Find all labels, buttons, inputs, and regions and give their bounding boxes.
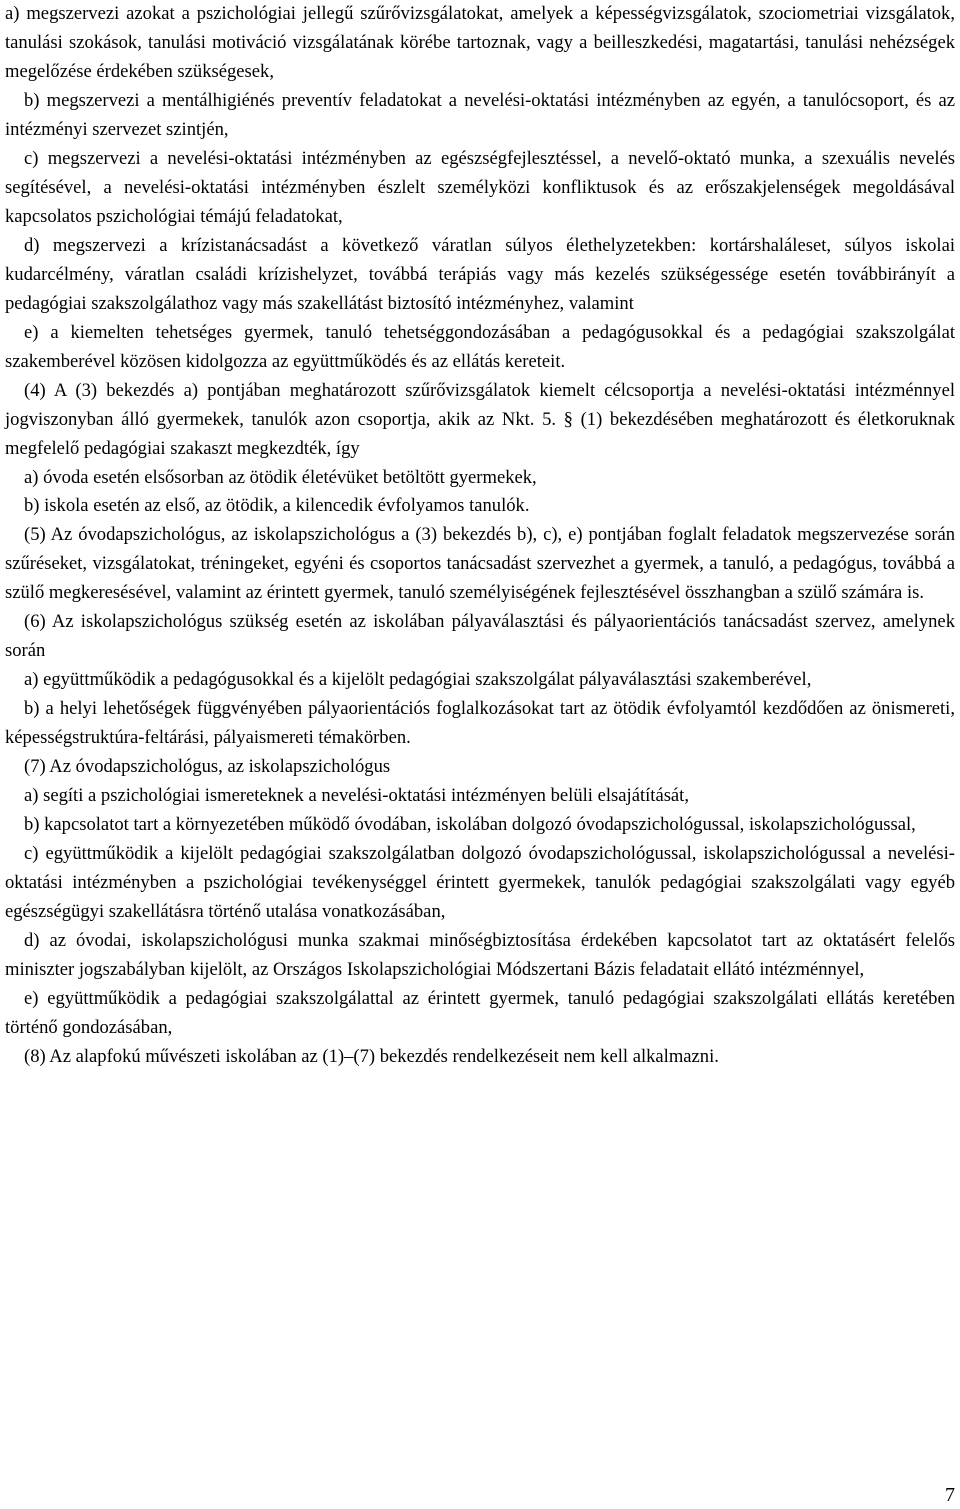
paragraph-7b: b) kapcsolatot tart a környezetében működő óvodában, iskolában dolgozó óvodapszichológussal, iskolapszichológussal, xyxy=(24,814,916,836)
paragraph-7c: c) együttműködik a kijelölt pedagógiai szakszolgálatban dolgozó óvodapszichológussal, iskolapszichológussal a nevelési-oktatási intézményben a pszichológiai tevékenységgel érintett gyermekek, tanulók pedagógiai szakszolgálati vagy egyéb egészségügyi szakellátásra történő utalása vonatkozásában, xyxy=(5,843,955,923)
paragraph-6: (6) Az iskolapszichológus szükség esetén az iskolában pályaválasztási és pályaorientációs tanácsadást szervez, amelynek során xyxy=(5,611,955,662)
paragraph-3c: c) megszervezi a nevelési-oktatási intézményben az egészségfejlesztéssel, a nevelő-oktató munka, a szexuális nevelés segítésével, a nevelési-oktatási intézményben észlelt személyközi konfliktusok és az erőszakjelenségek megoldásával kapcsolatos pszichológiai témájú feladatokat, xyxy=(5,147,955,227)
paragraph-7e: e) együttműködik a pedagógiai szakszolgálattal az érintett gyermek, tanuló pedagógiai szakszolgálati ellátás keretében történő gondozásában, xyxy=(5,987,955,1038)
paragraph-8: (8) Az alapfokú művészeti iskolában az (1)–(7) bekezdés rendelkezéseit nem kell alkalmazni. xyxy=(24,1045,719,1067)
paragraph-7: (7) Az óvodapszichológus, az iskolapszichológus xyxy=(24,756,391,778)
paragraph-4: (4) A (3) bekezdés a) pontjában meghatározott szűrővizsgálatok kiemelt célcsoportja a nevelési-oktatási intézménnyel jogviszonyban álló gyermekek, tanulók azon csoportja, akik az Nkt. 5. § (1) bekezdésében meghatározott és életkoruknak megfelelő pedagógiai szakaszt megkezdték, így xyxy=(5,379,955,459)
paragraph-3b: b) megszervezi a mentálhigiénés preventív feladatokat a nevelési-oktatási intézményben az egyén, a tanulócsoport, és az intézményi szervezet szintjén, xyxy=(5,89,955,140)
paragraph-7d: d) az óvodai, iskolapszichológusi munka szakmai minőségbiztosítása érdekében kapcsolatot tart az oktatásért felelős miniszter jogszabályban kijelölt, az Országos Iskolapszichológiai Módszertani Bázis feladatait ellátó intézménnyel, xyxy=(5,930,955,980)
paragraph-6a: a) együttműködik a pedagógusokkal és a kijelölt pedagógiai szakszolgálat pályaválasztási szakemberével, xyxy=(24,669,812,691)
document-page xyxy=(5,0,955,1072)
paragraph-5: (5) Az óvodapszichológus, az iskolapszichológus a (3) bekezdés b), c), e) pontjában foglalt feladatok megszervezése során szűréseket, vizsgálatokat, tréningeket, egyéni és csoportos tanácsadást szervezhet a gyermek, a tanuló, a pedagógus, továbbá a szülő megkeresésével, valamint az érintett gyermek, tanuló személyiségének fejlesztésével összhangban a szülő számára is. xyxy=(5,524,955,604)
paragraph-4b: b) iskola esetén az első, az ötödik, a kilencedik évfolyamos tanulók. xyxy=(24,495,530,517)
paragraph-3a: a) megszervezi azokat a pszichológiai jellegű szűrővizsgálatokat, amelyek a képességvizsgálatok, szociometriai vizsgálatok, tanulási szokások, tanulási motiváció vizsgálatának körébe tartoznak, vagy a beilleszkedési, magatartási, tanulási nehézségek megelőzése érdekében szükségesek, xyxy=(5,3,955,82)
page-number: 7 xyxy=(945,1484,955,1506)
paragraph-3d: d) megszervezi a krízistanácsadást a következő váratlan súlyos élethelyzetekben: kortárshaláleset, súlyos iskolai kudarcélmény, váratlan családi krízishelyzet, továbbá terápiás vagy más kezelés szükségessége esetén továbbirányít a pedagógiai szakszolgálathoz vagy más szakellátást biztosító intézményhez, valamint xyxy=(5,234,955,314)
paragraph-6b: b) a helyi lehetőségek függvényében pályaorientációs foglalkozásokat tart az ötödik évfolyamtól kezdődően az önismereti, képességstruktúra-feltárási, pályaismereti témakörben. xyxy=(5,698,955,749)
paragraph-3e: e) a kiemelten tehetséges gyermek, tanuló tehetséggondozásában a pedagógusokkal és a pedagógiai szakszolgálat szakemberével közösen kidolgozza az együttműködés és az ellátás kereteit. xyxy=(5,321,955,372)
paragraph-7a: a) segíti a pszichológiai ismereteknek a nevelési-oktatási intézményen belüli elsajátítását, xyxy=(24,785,689,807)
paragraph-4a: a) óvoda esetén elsősorban az ötödik életévüket betöltött gyermekek, xyxy=(24,466,537,488)
